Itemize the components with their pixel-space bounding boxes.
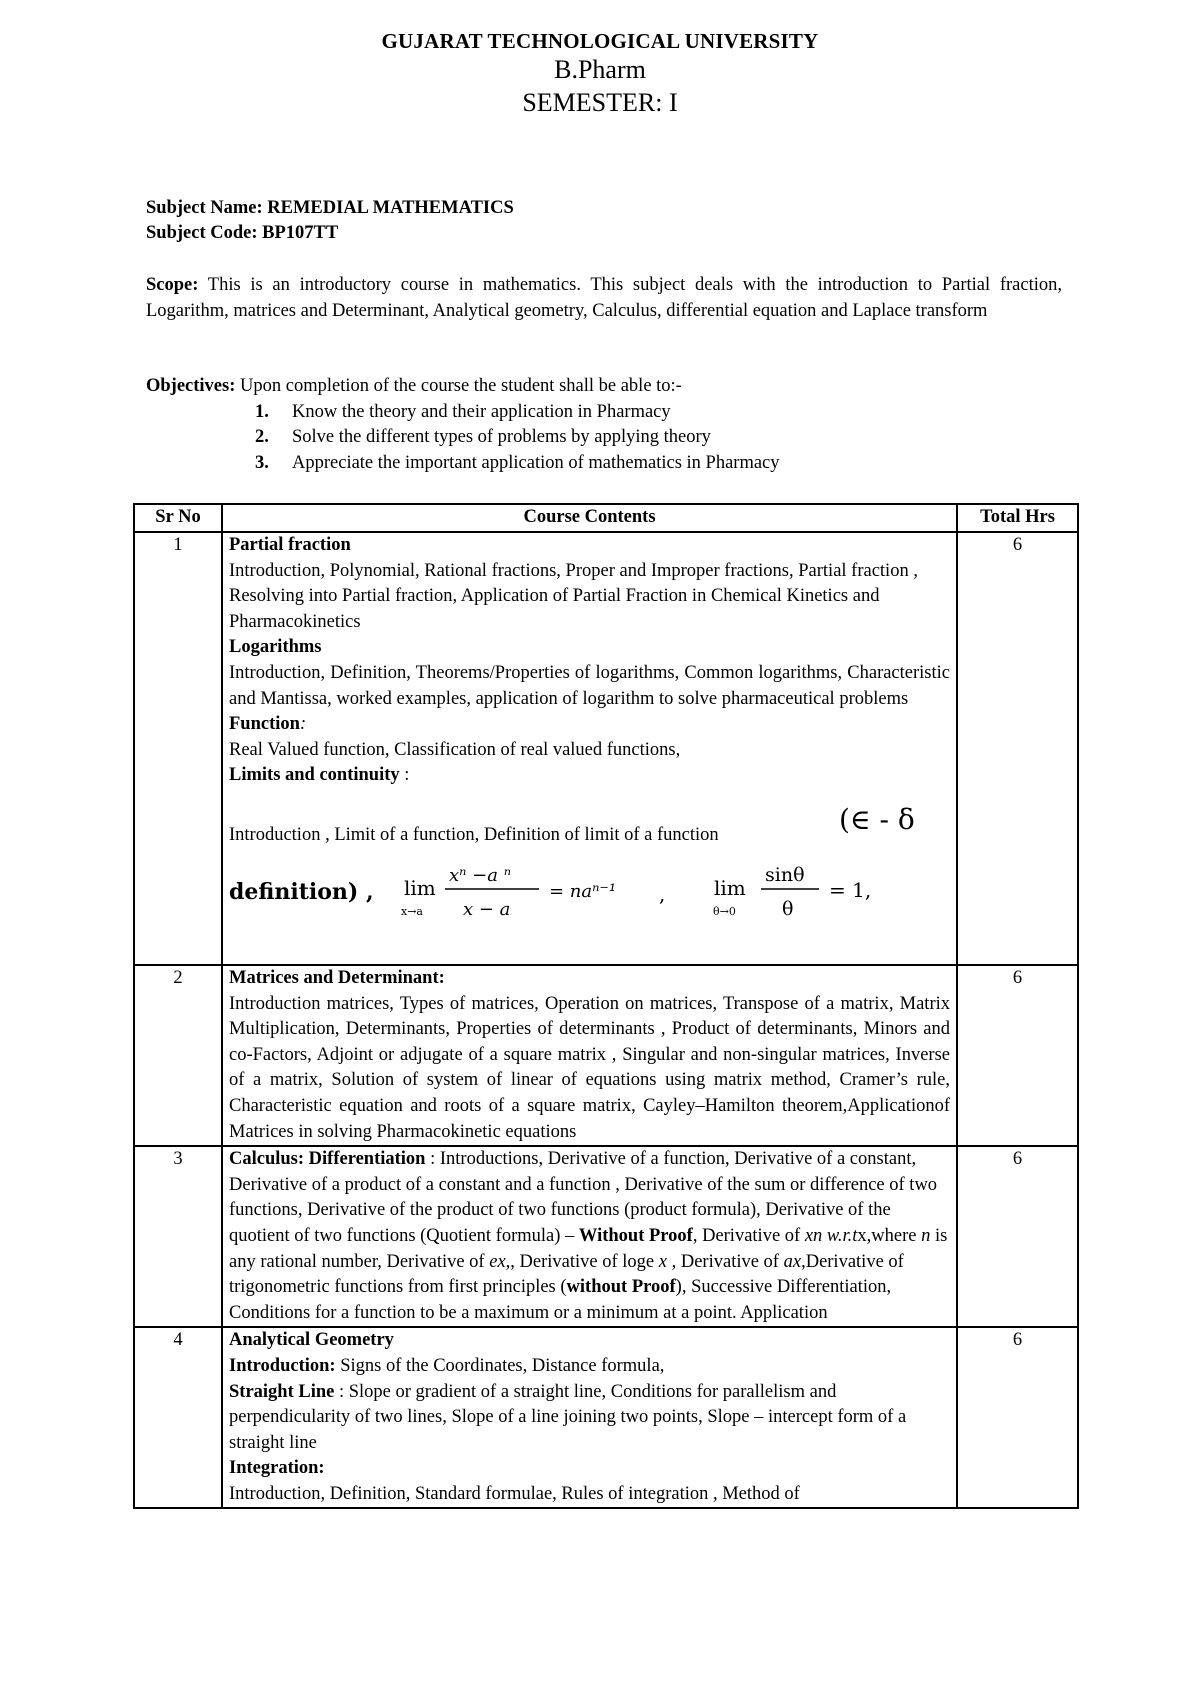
- section-title-calculus: Calculus: Differentiation: [229, 1149, 426, 1170]
- row-content: [222, 532, 957, 965]
- table-row: [134, 1327, 1078, 1508]
- calculus-xn: xn w.r.t: [804, 1225, 858, 1246]
- calculus-ax: ax: [783, 1251, 802, 1272]
- university-name: GUJARAT TECHNOLOGICAL UNIVERSITY: [381, 29, 819, 53]
- formula-lim-2: lim: [714, 875, 746, 900]
- formula-x-to-a: x→a: [401, 904, 423, 918]
- scope-paragraph: [146, 273, 1062, 324]
- section-title-partial-fraction: Partial fraction: [229, 535, 351, 555]
- formula-denominator-2: θ: [782, 897, 794, 920]
- table-row: [134, 965, 1078, 1146]
- analytical-intro-title: Introduction:: [229, 1355, 336, 1376]
- row-total-hrs: 6: [957, 532, 1078, 965]
- objective-item: [146, 400, 1062, 426]
- analytical-intro-text: Signs of the Coordinates, Distance formula,: [335, 1355, 665, 1376]
- objectives-section: [146, 374, 1062, 476]
- section-title-analytical-geometry: Analytical Geometry: [229, 1330, 394, 1351]
- formula-numerator-1: xⁿ −a ⁿ: [449, 864, 511, 886]
- objectives-intro-line: [146, 374, 1062, 400]
- table-header-row: [134, 504, 1078, 532]
- analytical-intro-line: [229, 1354, 950, 1380]
- table-row: [134, 532, 1078, 965]
- section-title-matrices: Matrices and Determinant:: [229, 968, 445, 988]
- calculus-text-1: : Introductions, Derivative of a function, Derivative of a constant, Derivative of a product of a constant and a function , Derivative of the sum or difference of two functions, Derivative of the product of two functions (product formula), Derivative of the quotient of two functions (Quotient formula) –: [229, 1149, 938, 1246]
- section-text-function: Real Valued function, Classification of real valued functions,: [229, 739, 681, 760]
- calculus-x: x: [658, 1251, 667, 1272]
- document-header: [0, 28, 1200, 120]
- straight-line-title: Straight Line: [229, 1381, 335, 1402]
- subject-name-label: Subject Name:: [146, 198, 263, 218]
- formula-result-1: = naⁿ⁻¹: [549, 880, 617, 902]
- header-course-contents: Course Contents: [222, 504, 957, 532]
- formula-definition: definition) ,: [229, 878, 374, 905]
- subject-name-line: [146, 196, 1062, 221]
- function-colon: :: [299, 714, 307, 735]
- objective-item: [146, 425, 1062, 451]
- calculus-text-7: ,Derivative of trigonometric functions from first principles (: [229, 1251, 904, 1298]
- calculus-text-5: ,, Derivative of loge: [505, 1251, 659, 1272]
- calculus-ex: ex: [489, 1251, 506, 1272]
- header-total-hrs: Total Hrs: [957, 504, 1078, 532]
- formula-denominator-1: x − a: [463, 898, 511, 920]
- formula-lim-1: lim: [404, 875, 436, 900]
- objective-number: 1.: [255, 401, 269, 422]
- section-text-integration: Introduction, Definition, Standard formulae, Rules of integration , Method of: [229, 1483, 800, 1504]
- objectives-intro: Upon completion of the course the student shall be able to:-: [240, 376, 682, 396]
- calculus-text-2: , Derivative of: [692, 1225, 805, 1246]
- row-content: [222, 965, 957, 1146]
- row-total-hrs: 6: [957, 965, 1078, 1146]
- objectives-label: Objectives:: [146, 376, 236, 396]
- subject-name-value: REMEDIAL MATHEMATICS: [267, 198, 514, 218]
- objective-number: 2.: [255, 427, 269, 447]
- limits-colon: :: [399, 765, 410, 786]
- section-title-function: Function: [229, 714, 300, 735]
- formula-separator: ,: [659, 881, 666, 906]
- objective-text: Appreciate the important application of mathematics in Pharmacy: [292, 452, 780, 473]
- calculus-without-proof-2: without Proof: [566, 1277, 676, 1298]
- scope-text: This is an introductory course in mathematics. This subject deals with the introduction to Partial fraction, Logarithm, matrices and Determinant, Analytical geometry, Calculus, differential equation and Laplace transform: [146, 275, 1062, 321]
- calculus-without-proof-1: Without Proof: [578, 1225, 693, 1246]
- row-total-hrs: 6: [957, 1146, 1078, 1327]
- scope-label: Scope:: [146, 275, 199, 295]
- formula-numerator-2: sinθ: [765, 863, 805, 886]
- formula-result-2: = 1,: [829, 877, 872, 902]
- header-sr-no: Sr No: [134, 504, 222, 532]
- limit-formula-graphic: [229, 859, 929, 929]
- straight-line-text: : Slope or gradient of a straight line, Conditions for parallelism and perpendicularity of two lines, Slope of a line joining two points, Slope – intercept form of a straight line: [229, 1381, 907, 1453]
- formula-theta-to-0: θ→0: [713, 904, 736, 918]
- section-text-partial-fraction: Introduction, Polynomial, Rational fractions, Proper and Improper fractions, Partial fraction , Resolving into Partial fraction, Application of Partial Fraction in Chemical Kinetics and Pharmacokinetics: [229, 560, 918, 632]
- row-total-hrs: 6: [957, 1327, 1078, 1508]
- section-text-limits: Introduction , Limit of a function, Definition of limit of a function: [229, 824, 719, 845]
- calculus-n: n: [921, 1225, 931, 1246]
- calculus-text-3: x,where: [857, 1225, 922, 1246]
- objectives-list: [146, 400, 1062, 477]
- subject-code-label: Subject Code:: [146, 223, 258, 243]
- calculus-text-4: is any rational number, Derivative of: [229, 1225, 948, 1272]
- section-title-logarithms: Logarithms: [229, 637, 322, 658]
- section-text-matrices: Introduction matrices, Types of matrices, Operation on matrices, Transpose of a matrix, Matrix Multiplication, Determinants, Properties of determinants , Product of determinants, Minors and co-Factors, Adjoint or adjugate of a square matrix , Singular and non-singular matrices, Inverse of a matrix, Solution of system of linear of equations using matrix method, Cramer’s rule, Characteristic equation and roots of a square matrix, Cayley–Hamilton theorem,Applicationof Matrices in solving Pharmacokinetic equations: [229, 993, 950, 1142]
- row-content: [222, 1327, 957, 1508]
- subject-code-value: BP107TT: [262, 223, 339, 243]
- subject-info: [146, 196, 1062, 246]
- section-title-function-line: [229, 712, 950, 738]
- section-title-limits-line: [229, 763, 950, 789]
- row-sr-no: 3: [134, 1146, 222, 1327]
- course-contents-table: [133, 503, 1079, 1509]
- objective-text: Know the theory and their application in Pharmacy: [292, 401, 671, 422]
- semester-label: SEMESTER: I: [522, 88, 678, 117]
- objective-number: 3.: [255, 452, 269, 473]
- objective-text: Solve the different types of problems by applying theory: [292, 427, 711, 447]
- limits-formula-block: [229, 802, 950, 937]
- section-title-limits: Limits and continuity: [229, 765, 400, 786]
- calculus-text-6: , Derivative of: [666, 1251, 784, 1272]
- section-title-integration: Integration:: [229, 1458, 325, 1479]
- row-content: [222, 1146, 957, 1327]
- calculus-text-8: ), Successive Differentiation, Conditions for a function to be a maximum or a minimum at a point. Application: [229, 1277, 892, 1323]
- objective-item: [146, 451, 1062, 477]
- straight-line-paragraph: [229, 1380, 950, 1457]
- subject-code-line: [146, 221, 1062, 246]
- table-row: [134, 1146, 1078, 1327]
- section-text-logarithms: Introduction, Definition, Theorems/Properties of logarithms, Common logarithms, Characteristic and Mantissa, worked examples, application of logarithm to solve pharmaceutical problems: [229, 662, 950, 709]
- row-sr-no: 1: [134, 532, 222, 965]
- program-name: B.Pharm: [554, 55, 646, 84]
- row-sr-no: 2: [134, 965, 222, 1146]
- formula-epsilon-delta: (∈ - δ: [839, 802, 915, 836]
- row-sr-no: 4: [134, 1327, 222, 1508]
